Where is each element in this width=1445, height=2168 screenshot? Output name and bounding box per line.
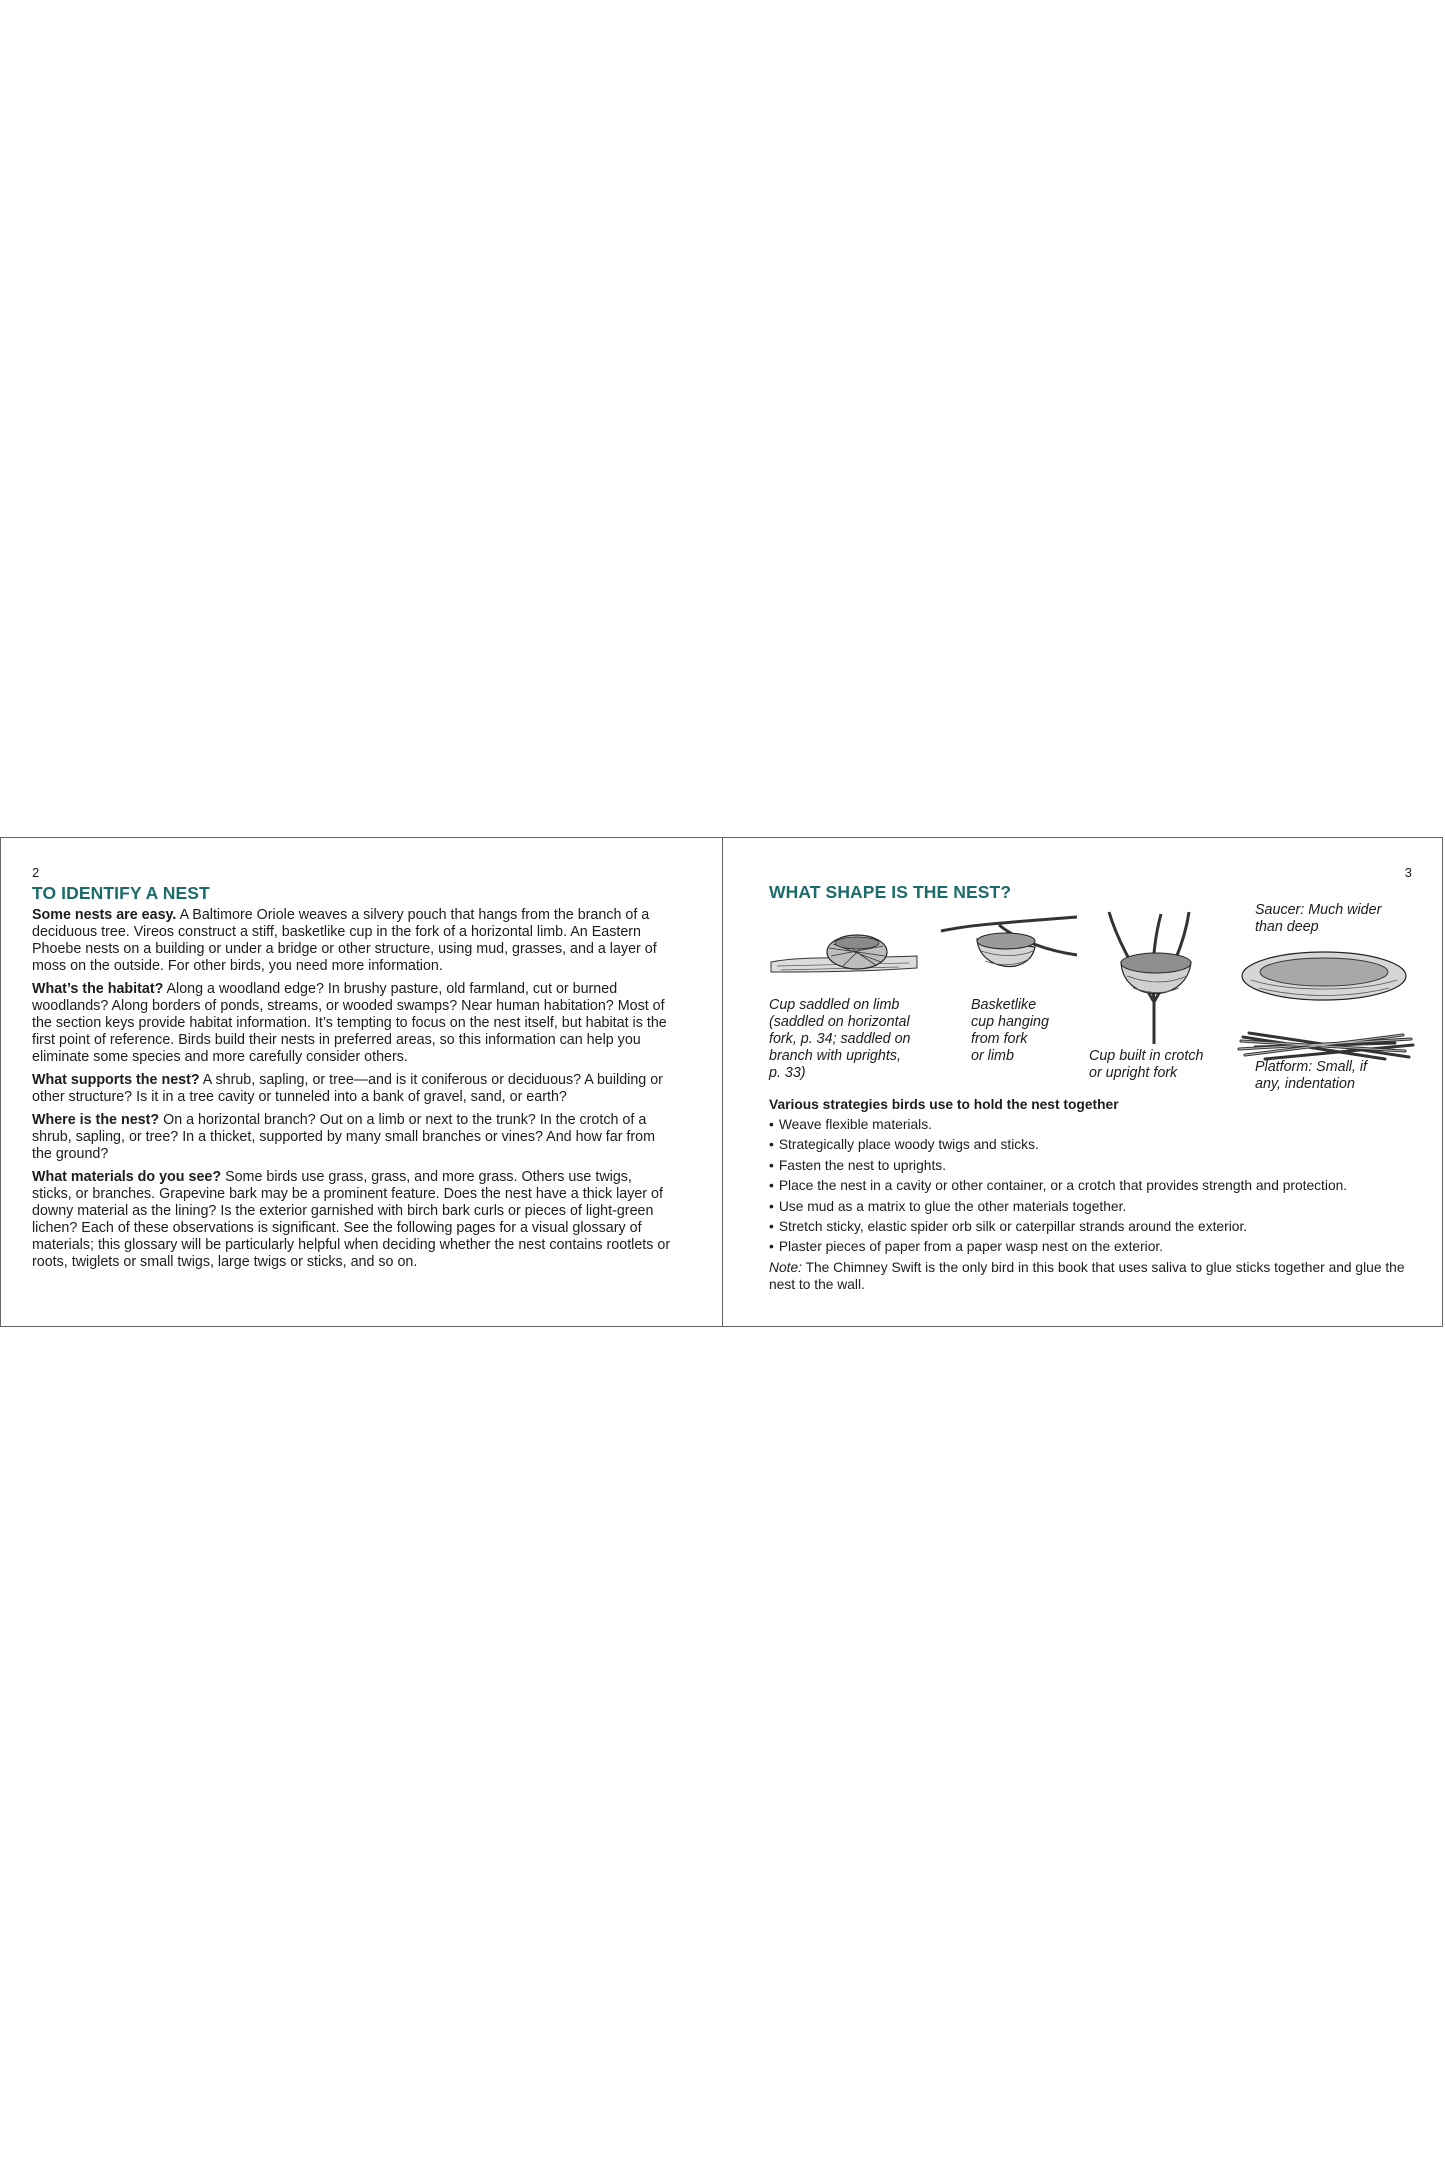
paragraph <box>32 1112 672 1163</box>
crotch-cup-nest-illustration <box>1099 906 1209 1046</box>
bullet: • <box>769 1178 774 1194</box>
saddled-cup-nest-illustration <box>769 926 919 986</box>
paragraph-text: Some birds use grass, grass, and more grass. Others use twigs, sticks, or branches. Grapevine bark may be a prominent feature. Does the nest have a thick layer of downy material as the lining? Is the exterior garnished with birch bark curls or pieces of light-green lichen? Each of these observations is significant. See the following pages for a visual glossary of materials; this glossary will be particularly helpful when deciding whether the nest contains rootlets or roots, twiglets or small twigs, large twigs or sticks, and so on. <box>32 1169 671 1270</box>
basketlike-cup-caption: Basketlike cup hanging from fork or limb <box>971 997 1049 1064</box>
note <box>769 1259 1412 1293</box>
list-item-text: Stretch sticky, elastic spider orb silk or caterpillar strands around the exterior. <box>778 1218 1248 1234</box>
strategies-list <box>769 1116 1412 1255</box>
list-item-text: Use mud as a matrix to glue the other materials together. <box>778 1198 1127 1214</box>
bullet: • <box>769 1218 774 1234</box>
crotch-cup-caption: Cup built in crotch or upright fork <box>1089 1048 1204 1081</box>
paragraph-text: A Baltimore Oriole weaves a silvery pouch that hangs from the branch of a deciduous tree. Vireos construct a stiff, basketlike cup in the fork of a horizontal limb. An Eastern Phoebe nests on a building or under a bridge or other structure, using mud, grasses, and a layer of moss on the outside. For other birds, you need more information. <box>32 907 657 974</box>
paragraph <box>32 1169 672 1271</box>
list-item <box>769 1218 1412 1235</box>
bullet: • <box>769 1239 774 1255</box>
saucer-caption: Saucer: Much wider than deep <box>1255 902 1382 935</box>
list-item-text: Fasten the nest to uprights. <box>778 1157 947 1173</box>
list-item-text: Strategically place woody twigs and sticks. <box>778 1137 1039 1153</box>
section-title: TO IDENTIFY A NEST <box>32 883 210 903</box>
page-number: 3 <box>1404 865 1412 880</box>
list-item <box>769 1136 1412 1153</box>
bullet: • <box>769 1117 774 1132</box>
paragraph <box>32 1072 672 1106</box>
left-page <box>1 838 722 1326</box>
paragraph-lead: What supports the nest? <box>32 1072 200 1088</box>
list-item <box>769 1198 1412 1215</box>
paragraph-text: A shrub, sapling, or tree—and is it coniferous or deciduous? A building or other structure? Is it in a tree cavity or tunneled into a bank of gravel, sand, or earth? <box>32 1072 663 1105</box>
note-label: Note: <box>769 1260 802 1276</box>
book-spread <box>0 837 1443 1327</box>
list-item <box>769 1177 1412 1194</box>
list-item-text: Weave flexible materials. <box>778 1117 932 1132</box>
paragraph-text: Along a woodland edge? In brushy pasture, old farmland, cut or burned woodlands? Along borders of ponds, streams, or wooded swamps? Near human habitation? Most of the section keys provide habitat information. It’s tempting to focus on the nest itself, but habitat is the first point of reference. Birds build their nests in preferred areas, so this information can help you eliminate some species and more carefully consider others. <box>32 981 667 1065</box>
bullet: • <box>769 1157 774 1173</box>
basketlike-cup-nest-illustration <box>939 911 1079 991</box>
paragraph-lead: What’s the habitat? <box>32 981 164 997</box>
bullet: • <box>769 1198 774 1214</box>
paragraph-lead: Where is the nest? <box>32 1112 160 1128</box>
paragraph <box>32 981 672 1066</box>
list-item <box>769 1157 1412 1174</box>
paragraph-lead: What materials do you see? <box>32 1169 222 1185</box>
nest-shape-illustrations <box>769 902 1412 1092</box>
right-page <box>723 838 1444 1326</box>
paragraph-text: On a horizontal branch? Out on a limb or next to the trunk? In the crotch of a shrub, sapling, or tree? In a thicket, supported by many small branches or vines? And how far from the ground? <box>32 1112 656 1162</box>
list-item-text: Plaster pieces of paper from a paper wasp nest on the exterior. <box>778 1239 1164 1255</box>
section-title: WHAT SHAPE IS THE NEST? <box>769 882 1012 902</box>
page-number: 2 <box>32 865 40 880</box>
saddled-cup-caption: Cup saddled on limb (saddled on horizontal fork, p. 34; saddled on branch with uprights, p. 33) <box>769 997 911 1081</box>
paragraph-lead: Some nests are easy. <box>32 907 177 923</box>
list-item <box>769 1238 1412 1255</box>
list-item-text: Place the nest in a cavity or other container, or a crotch that provides strength and protection. <box>778 1178 1348 1194</box>
note-text: The Chimney Swift is the only bird in this book that uses saliva to glue sticks together and glue the nest to the wall. <box>769 1260 1405 1293</box>
bullet: • <box>769 1137 774 1153</box>
platform-caption: Platform: Small, if any, indentation <box>1255 1059 1368 1092</box>
list-item <box>769 1116 1412 1133</box>
strategies-heading: Various strategies birds use to hold the nest together <box>769 1097 1119 1112</box>
paragraph <box>32 907 672 975</box>
saucer-nest-illustration <box>1239 948 1409 1004</box>
